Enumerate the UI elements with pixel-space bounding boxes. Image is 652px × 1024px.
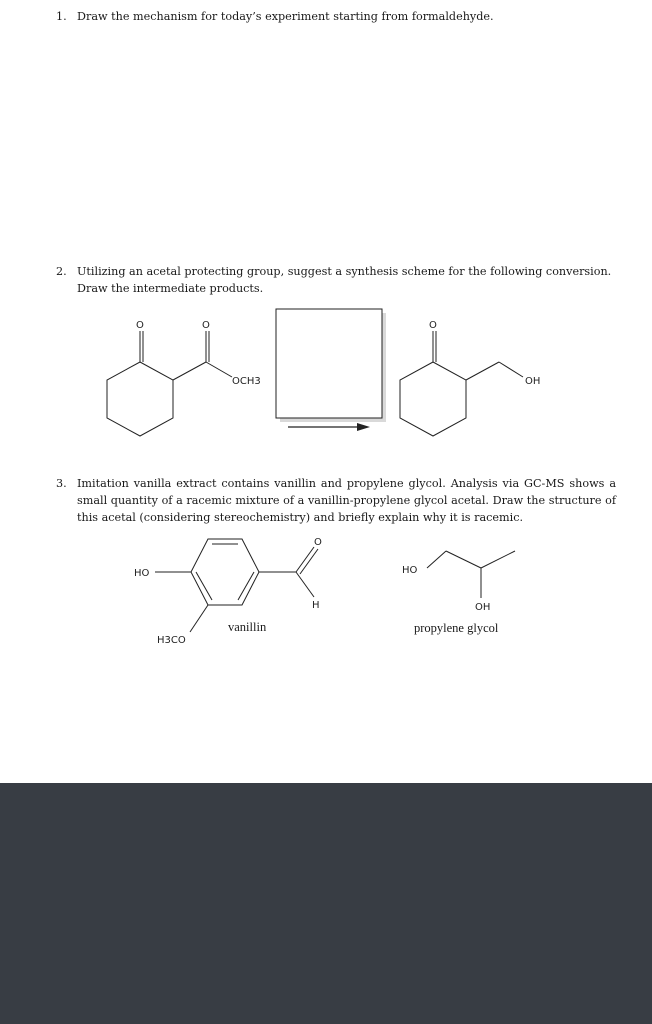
pg-bond-1 bbox=[427, 551, 446, 568]
product-oh: OH bbox=[525, 376, 541, 387]
aldehyde-co-double-bond bbox=[300, 549, 318, 574]
pg-bond-2 bbox=[446, 551, 481, 568]
methoxy-bond bbox=[190, 605, 208, 632]
propylene-glycol-oh: OH bbox=[475, 602, 491, 613]
pg-bond-3 bbox=[481, 551, 515, 568]
reactant-aldehyde-o: O bbox=[136, 320, 144, 331]
ester-o-bond bbox=[206, 362, 232, 377]
cyclohexane-ring bbox=[107, 362, 173, 436]
ring-to-ester-bond bbox=[173, 362, 206, 380]
reactant-ester-o: O bbox=[202, 320, 210, 331]
question-number: 3. bbox=[56, 477, 67, 490]
question-text: Imitation vanilla extract contains vanillin and propylene glycol. Analysis via GC-MS shows a small quantity of a racemic mixture of a vanillin-propylene glycol acetal. Draw the structure of this acetal (considering stereochemistry) and briefly explain why it is racemic. bbox=[77, 477, 616, 524]
intermediate-box bbox=[276, 309, 382, 418]
reactant-och3: OCH3 bbox=[232, 376, 261, 387]
aldehyde-ch-bond bbox=[296, 572, 314, 597]
vanillin-caption: vanillin bbox=[228, 620, 267, 634]
footer-panel bbox=[0, 783, 652, 1024]
aldehyde-co-bond bbox=[296, 547, 314, 572]
question-text: Draw the mechanism for today’s experiment starting from formaldehyde. bbox=[77, 10, 494, 23]
benzene-ring bbox=[191, 539, 259, 605]
propylene-glycol-ho: HO bbox=[402, 565, 418, 576]
question-text: Utilizing an acetal protecting group, suggest a synthesis scheme for the following conversion. Draw the intermediate products. bbox=[77, 265, 612, 295]
product-ring bbox=[400, 362, 466, 436]
vanillin-ho: HO bbox=[134, 568, 150, 579]
question-number: 2. bbox=[56, 265, 67, 278]
question-number: 1. bbox=[56, 10, 67, 23]
vanillin-aldehyde-h: H bbox=[312, 600, 320, 611]
product-ketone-o: O bbox=[429, 320, 437, 331]
product-side-bond-2 bbox=[499, 362, 523, 377]
reaction-arrowhead bbox=[357, 423, 370, 431]
vanillin-aldehyde-o: O bbox=[314, 537, 322, 548]
propylene-glycol-caption: propylene glycol bbox=[414, 621, 499, 635]
product-side-bond-1 bbox=[466, 362, 499, 380]
vanillin-methoxy: H3CO bbox=[157, 635, 186, 646]
